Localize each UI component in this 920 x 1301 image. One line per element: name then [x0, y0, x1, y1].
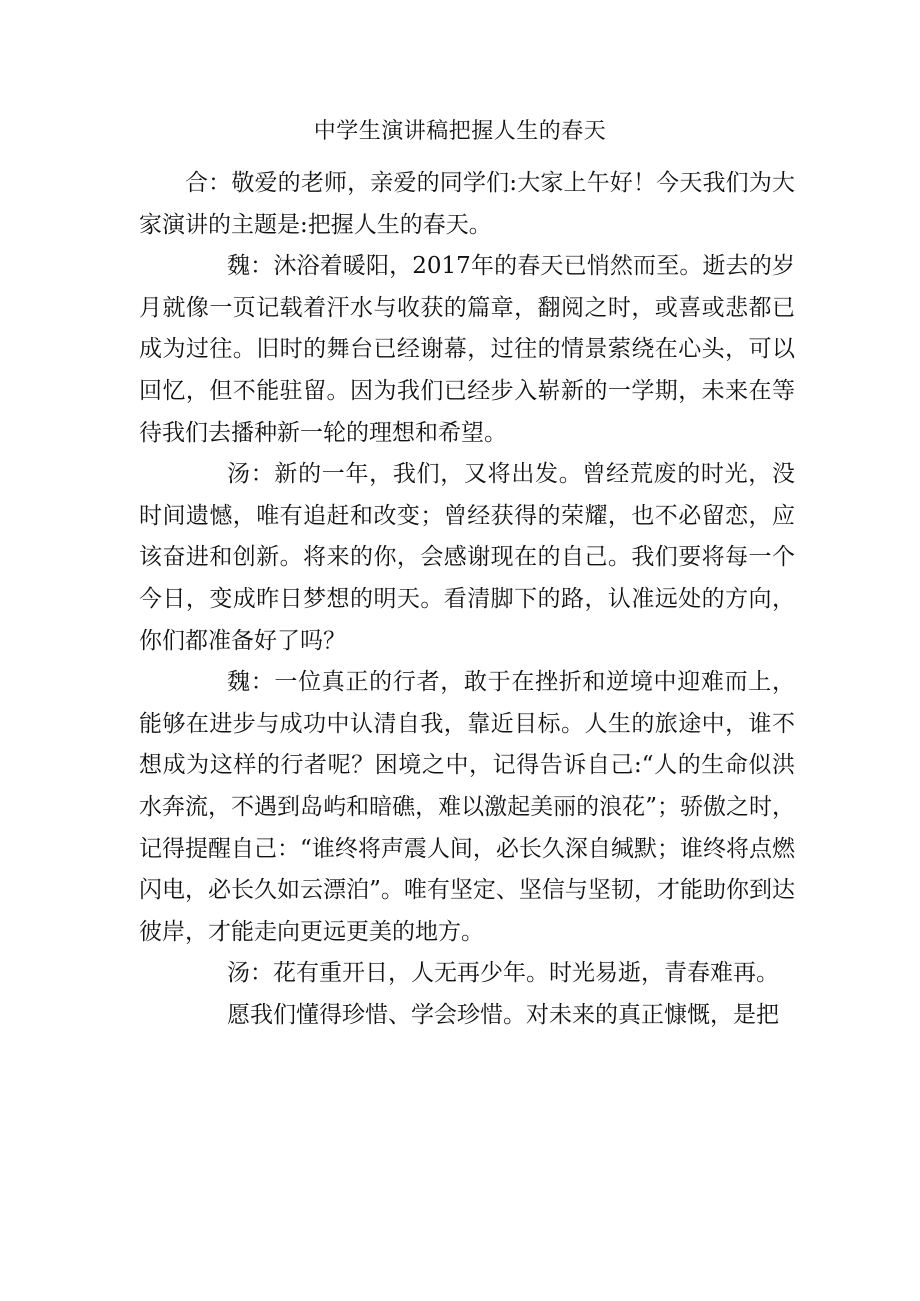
document-title: 中学生演讲稿把握人生的春天 [313, 119, 607, 144]
paragraph-tang-new-year: 汤：新的一年，我们，又将出发。曾经荒废的时光，没时间遗憾，唯有追赶和改变；曾经获得的荣耀，也不必留恋，应该奋进和创新。将来的你，会感谢现在的自己。我们要将每一个今日，变成昨日梦想的明天。看清脚下的路，认准远处的方向，你们都准备好了吗？ [139, 461, 795, 654]
document-body [139, 163, 795, 1036]
paragraph-tang-flowers: 汤：花有重开日，人无再少年。时光易逝，青春难再。 [227, 960, 779, 987]
paragraph-wei-spring: 魏：沐浴着暖阳，2017年的春天已悄然而至。逝去的岁月就像一页记载着汗水与收获的篇章，翻阅之时，或喜或悲都已成为过往。旧时的舞台已经谢幕，过往的情景萦绕在心头，可以回忆，但不能驻留。因为我们已经步入崭新的一学期，未来在等待我们去播种新一轮的理想和希望。 [139, 253, 795, 446]
paragraph-greeting: 合：敬爱的老师，亲爱的同学们:大家上午好！今天我们为大家演讲的主题是:把握人生的春天。 [139, 170, 795, 238]
paragraph-wei-traveler: 魏：一位真正的行者，敢于在挫折和逆境中迎难而上，能够在进步与成功中认清自我，靠近目标。人生的旅途中，谁不想成为这样的行者呢？困境之中，记得告诉自己:“人的生命似洪水奔流，不遇到岛屿和暗礁，难以激起美丽的浪花”；骄傲之时，记得提醒自己：“谁终将声震人间，必长久深自缄默；谁终将点燃闪电，必长久如云漂泊”。唯有坚定、坚信与坚韧，才能助你到达彼岸，才能走向更远更美的地方。 [139, 669, 795, 945]
paragraph-cherish: 愿我们懂得珍惜、学会珍惜。对未来的真正慷慨，是把 [227, 1001, 779, 1028]
